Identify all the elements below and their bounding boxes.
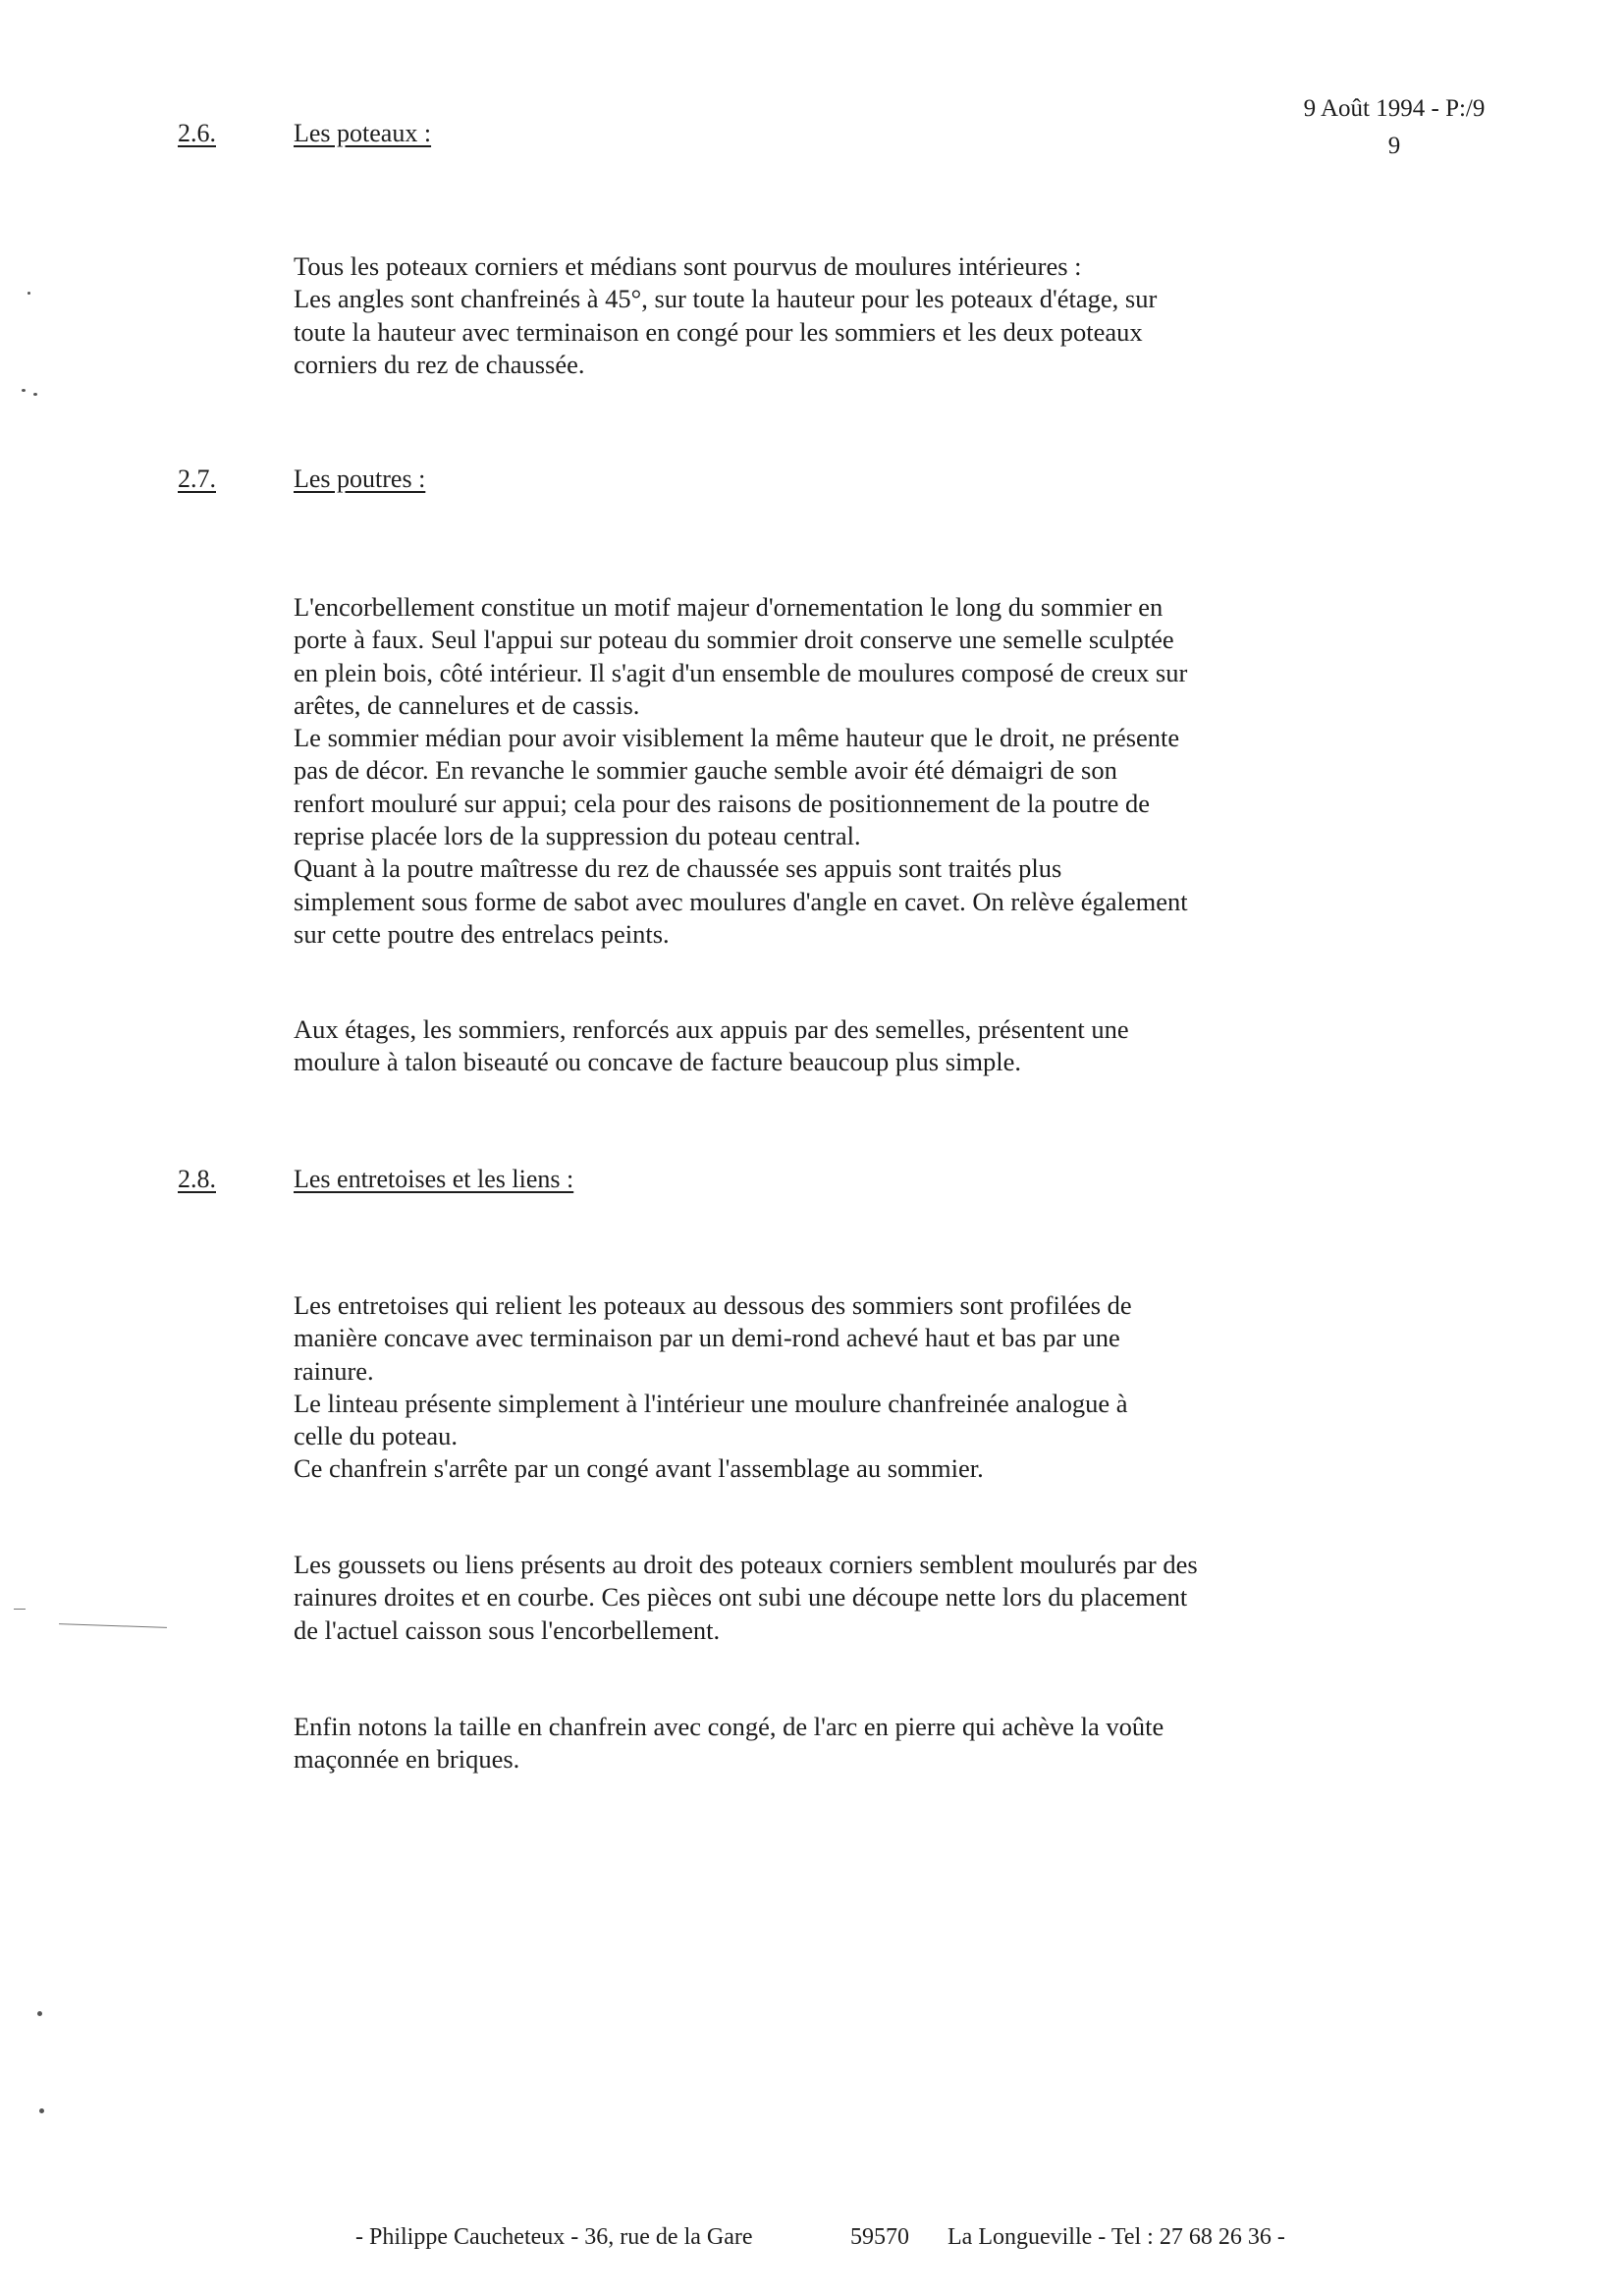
paragraph-poutres-2 (294, 1013, 1354, 1079)
section-title: Les entretoises et les liens : (294, 1165, 574, 1193)
text-line: Quant à la poutre maîtresse du rez de chaussée ses appuis sont traités plus (294, 853, 1062, 884)
text-line: reprise placée lors de la suppression du poteau central. (294, 821, 861, 851)
footer-author-address: - Philippe Caucheteux - 36, rue de la Gare (355, 2224, 753, 2250)
text-line: en plein bois, côté intérieur. Il s'agit d'un ensemble de moulures composé de creux sur (294, 657, 1188, 687)
footer-city-tel: La Longueville - Tel : 27 68 26 36 - (947, 2224, 1285, 2250)
scan-mark (59, 1623, 167, 1628)
section-title: Les poutres : (294, 465, 426, 493)
header-page-number: 9 (1387, 133, 1401, 159)
paragraph-entretoises-1 (294, 1289, 1354, 1486)
text-line: Les entretoises qui relient les poteaux au dessous des sommiers sont profilées de (294, 1290, 1132, 1320)
text-line: celle du poteau. (294, 1421, 459, 1451)
section-title: Les poteaux : (294, 119, 432, 147)
paragraph-poutres-1 (294, 591, 1354, 951)
text-line: arêtes, de cannelures et de cassis. (294, 689, 640, 720)
section-number: 2.8. (178, 1165, 216, 1193)
text-line: Aux étages, les sommiers, renforcés aux appuis par des semelles, présentent une (294, 1014, 1129, 1044)
text-line: Les angles sont chanfreinés à 45°, sur toute la hauteur pour les poteaux d'étage, sur (294, 284, 1158, 314)
page-header (1276, 90, 1512, 165)
section-heading-entretoises (178, 1164, 573, 1195)
scan-speck (37, 2011, 42, 2016)
text-line: Le linteau présente simplement à l'intérieur une moulure chanfreinée analogue à (294, 1388, 1128, 1418)
paragraph-entretoises-2 (294, 1549, 1354, 1647)
text-line: sur cette poutre des entrelacs peints. (294, 918, 670, 949)
text-line: Tous les poteaux corniers et médians sont pourvus de moulures intérieures : (294, 251, 1082, 281)
section-number: 2.6. (178, 119, 216, 147)
text-line: simplement sous forme de sabot avec moulures d'angle en cavet. On relève également (294, 886, 1188, 916)
paragraph-poteaux-1 (294, 250, 1354, 381)
section-heading-poteaux (178, 118, 431, 149)
scan-speck (33, 393, 37, 396)
text-line: L'encorbellement constitue un motif majeur d'ornementation le long du sommier en (294, 592, 1164, 622)
section-heading-poutres (178, 464, 425, 495)
scan-mark (14, 1609, 26, 1610)
footer-postcode: 59570 (850, 2224, 909, 2250)
text-line: pas de décor. En revanche le sommier gauche semble avoir été démaigri de son (294, 755, 1117, 786)
paragraph-entretoises-3 (294, 1711, 1354, 1777)
scan-speck (39, 2108, 44, 2113)
text-line: renfort mouluré sur appui; cela pour des raisons de positionnement de la poutre de (294, 788, 1151, 818)
text-line: porte à faux. Seul l'appui sur poteau du sommier droit conserve une semelle sculptée (294, 625, 1174, 655)
text-line: moulure à talon biseauté ou concave de facture beaucoup plus simple. (294, 1047, 1021, 1077)
text-line: rainures droites et en courbe. Ces pièces ont subi une découpe nette lors du placement (294, 1582, 1188, 1613)
text-line: rainure. (294, 1355, 374, 1386)
scan-speck (22, 389, 26, 392)
section-number: 2.7. (178, 465, 216, 493)
scan-speck (27, 292, 30, 295)
text-line: Les goussets ou liens présents au droit des poteaux corniers semblent moulurés par des (294, 1550, 1198, 1579)
text-line: Le sommier médian pour avoir visiblement la même hauteur que le droit, ne présente (294, 723, 1180, 753)
text-line: de l'actuel caisson sous l'encorbellement. (294, 1614, 721, 1645)
text-line: corniers du rez de chaussée. (294, 349, 585, 379)
text-line: Enfin notons la taille en chanfrein avec congé, de l'arc en pierre qui achève la voûte (294, 1712, 1164, 1741)
header-date-line: 9 Août 1994 - P:/9 (1303, 95, 1486, 122)
text-line: Ce chanfrein s'arrête par un congé avant l'assemblage au sommier. (294, 1453, 984, 1484)
text-line: manière concave avec terminaison par un demi-rond achevé haut et bas par une (294, 1323, 1120, 1353)
text-line: toute la hauteur avec terminaison en congé pour les sommiers et les deux poteaux (294, 316, 1143, 347)
text-line: maçonnée en briques. (294, 1744, 520, 1775)
